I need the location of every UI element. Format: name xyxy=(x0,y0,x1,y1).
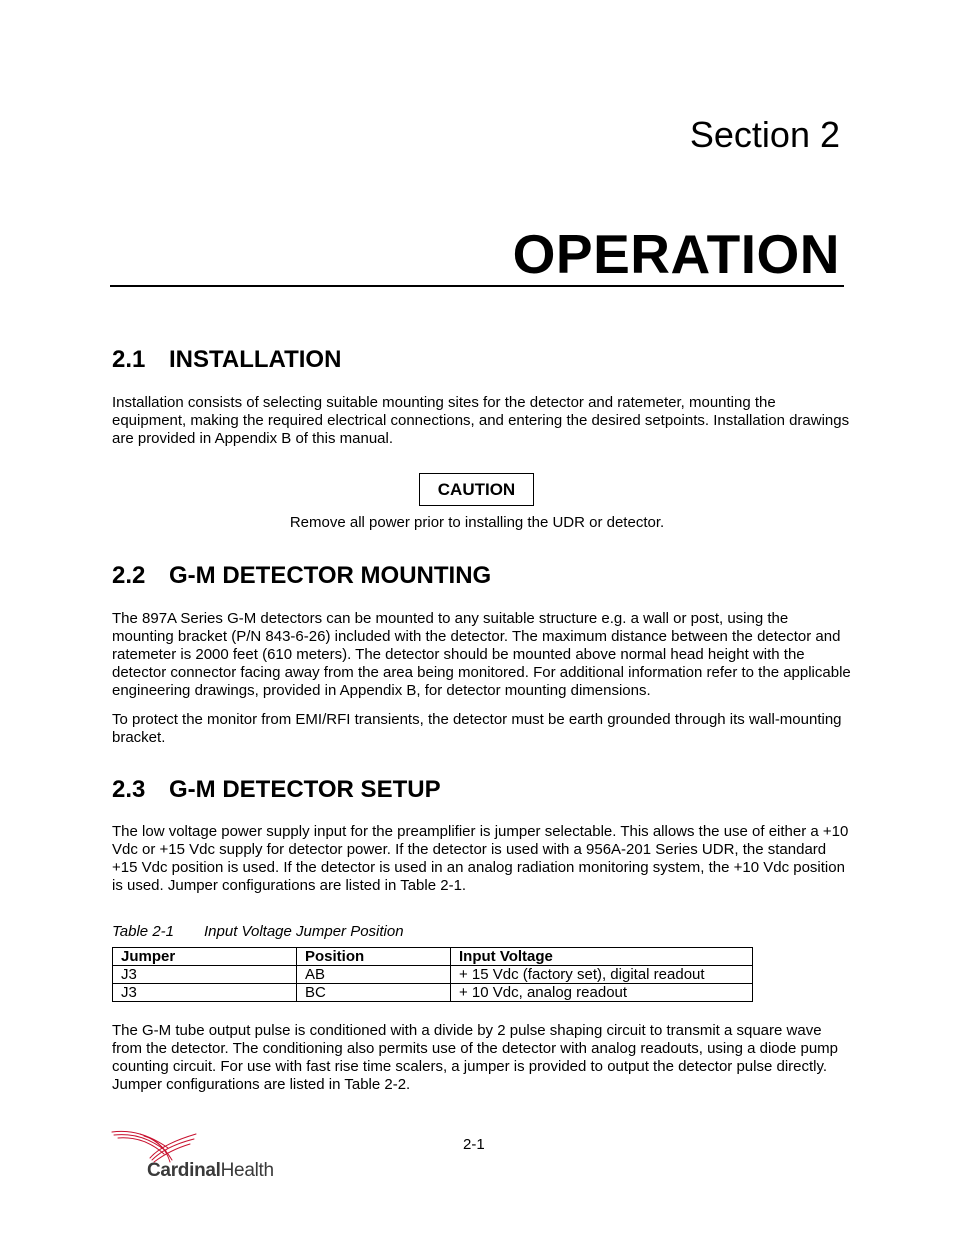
heading-text: G-M DETECTOR MOUNTING xyxy=(169,562,492,589)
section-label: Section 2 xyxy=(689,114,840,155)
table-cell: + 10 Vdc, analog readout xyxy=(451,984,753,1002)
logo-text-bold: Cardinal xyxy=(147,1160,221,1181)
table-cell: J3 xyxy=(113,966,297,984)
heading-number: 2.3 xyxy=(112,776,146,803)
setup-paragraph-2: The G-M tube output pulse is conditioned with a divide by 2 pulse shaping circuit to transmit a square wave from the detector. The conditioning also permits use of the detector with analog readouts, using a diode pump counting circuit. For use with fast rise time scalers, a jumper is provided to output the detector pulse directly. Jumper configurations are listed in Table 2-2. xyxy=(112,1022,838,1093)
logo-text xyxy=(147,1160,274,1182)
mounting-paragraph-2: To protect the monitor from EMI/RFI transients, the detector must be earth grounded through its wall-mounting bracket. xyxy=(112,711,842,746)
table-caption-title: Input Voltage Jumper Position xyxy=(204,923,404,940)
jumper-table xyxy=(112,947,753,1002)
caution-box: CAUTION xyxy=(419,473,534,506)
heading-installation xyxy=(112,345,341,375)
page-number-text: 2-1 xyxy=(463,1136,485,1153)
table-header-cell: Input Voltage xyxy=(451,948,753,966)
table-cell: J3 xyxy=(113,984,297,1002)
heading-number: 2.2 xyxy=(112,562,146,589)
title-rule xyxy=(110,285,844,287)
heading-detector-mounting xyxy=(112,561,491,591)
table-header-cell: Position xyxy=(297,948,451,966)
table-cell: BC xyxy=(297,984,451,1002)
heading-text: INSTALLATION xyxy=(169,346,342,373)
heading-detector-setup xyxy=(112,775,441,805)
logo-text-regular: Health xyxy=(220,1160,274,1181)
caution-text: Remove all power prior to installing the UDR or detector. xyxy=(289,514,665,531)
table-row xyxy=(113,984,753,1002)
table-caption xyxy=(112,923,404,941)
table-header-row xyxy=(113,948,753,966)
table-caption-number: Table 2-1 xyxy=(112,923,174,940)
table-header-cell: Jumper xyxy=(113,948,297,966)
mounting-paragraph-1: The 897A Series G-M detectors can be mounted to any suitable structure e.g. a wall or post, using the mounting bracket (P/N 843-6-26) included with the detector. The maximum distance between the detector and ratemeter is 2000 feet (610 meters). The detector should be mounted above normal head height with the detector connector facing away from the area being monitored. For additional information refer to the applicable engineering drawings, provided in Appendix B, for detector mounting dimensions. xyxy=(112,610,851,699)
setup-paragraph-1: The low voltage power supply input for the preamplifier is jumper selectable. This allows the use of either a +10 Vdc or +15 Vdc supply for detector power. If the detector is used with a 956A-201 Series UDR, the standard +15 Vdc position is used. If the detector is used in an analog radiation monitoring system, the +10 Vdc position is used. Jumper configurations are listed in Table 2-1. xyxy=(112,823,849,894)
table-cell: + 15 Vdc (factory set), digital readout xyxy=(451,966,753,984)
installation-paragraph: Installation consists of selecting suitable mounting sites for the detector and ratemeter, mounting the equipment, making the required electrical connections, and entering the desired setpoints. Installation drawings are provided in Appendix B of this manual. xyxy=(112,394,850,447)
heading-number: 2.1 xyxy=(112,346,146,373)
heading-text: G-M DETECTOR SETUP xyxy=(169,776,441,803)
chapter-title: OPERATION xyxy=(512,223,840,285)
table-row xyxy=(113,966,753,984)
table-cell: AB xyxy=(297,966,451,984)
